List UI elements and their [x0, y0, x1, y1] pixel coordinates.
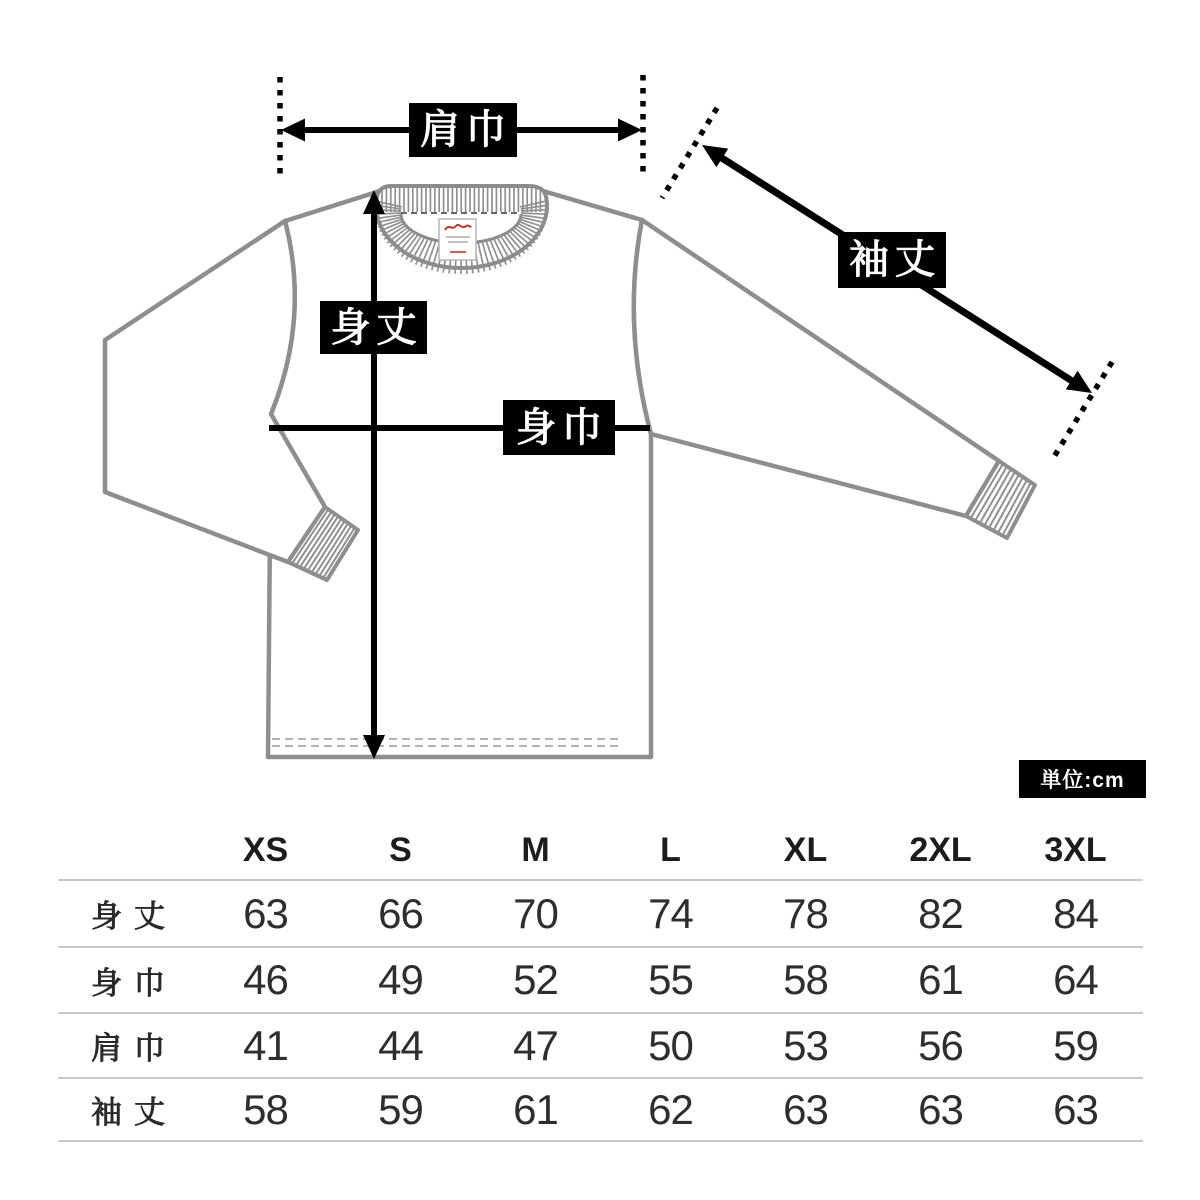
col-header-xl: XL	[783, 831, 828, 869]
size-table-header-row	[58, 822, 1143, 880]
cell: 55	[648, 956, 693, 1003]
cell: 82	[918, 889, 963, 937]
cell: 50	[648, 1021, 693, 1069]
row-label: 身巾	[91, 965, 177, 1001]
size-table	[58, 822, 1143, 1142]
cell: 70	[513, 889, 558, 937]
cell: 44	[378, 1021, 423, 1069]
brand-tag	[439, 219, 476, 260]
cell: 58	[783, 956, 828, 1003]
cell: 63	[783, 1085, 828, 1133]
table-row-shoulder-width	[58, 1013, 1143, 1078]
cell: 61	[513, 1085, 558, 1133]
row-label: 身丈	[91, 899, 177, 934]
col-header-2xl: 2XL	[909, 831, 972, 869]
row-label: 袖丈	[91, 1095, 177, 1130]
col-header-m: M	[521, 831, 550, 869]
cell: 46	[243, 956, 288, 1003]
label-body-width-text: 身巾	[516, 405, 608, 450]
label-sleeve-length	[838, 232, 946, 288]
cell: 63	[243, 889, 288, 937]
cell: 61	[918, 956, 963, 1003]
label-body-length	[320, 301, 427, 354]
unit-badge: 単位:cm	[1019, 760, 1146, 798]
col-header-xs: XS	[242, 831, 289, 869]
shirt-body	[268, 191, 651, 757]
cell: 58	[243, 1085, 288, 1133]
cell: 56	[918, 1021, 963, 1069]
label-body-length-text: 身丈	[330, 305, 423, 350]
cell: 53	[783, 1021, 828, 1069]
col-header-l: L	[660, 831, 681, 869]
cell: 84	[1053, 889, 1098, 937]
cell: 59	[378, 1085, 423, 1133]
cell: 66	[378, 889, 423, 937]
cell: 62	[648, 1085, 693, 1133]
cell: 63	[1053, 1085, 1098, 1133]
cell: 74	[648, 889, 693, 937]
cell: 78	[783, 889, 828, 937]
cell: 49	[378, 956, 423, 1003]
table-row-body-length	[58, 880, 1143, 947]
col-header-s: S	[389, 831, 412, 869]
col-header-3xl: 3XL	[1044, 831, 1107, 869]
cell: 41	[243, 1021, 288, 1069]
label-sleeve-length-text: 袖丈	[849, 238, 941, 282]
cell: 64	[1053, 956, 1098, 1003]
label-shoulder-width	[409, 103, 517, 157]
row-label: 肩巾	[91, 1031, 177, 1066]
cell: 63	[918, 1085, 963, 1133]
corner-cell	[58, 822, 198, 880]
cell: 59	[1053, 1021, 1098, 1069]
cell: 47	[513, 1021, 558, 1069]
table-row-body-width	[58, 947, 1143, 1013]
cell: 52	[513, 956, 558, 1003]
label-body-width	[503, 400, 615, 455]
label-shoulder-width-text: 肩巾	[420, 108, 512, 152]
table-row-sleeve-length	[58, 1078, 1143, 1141]
